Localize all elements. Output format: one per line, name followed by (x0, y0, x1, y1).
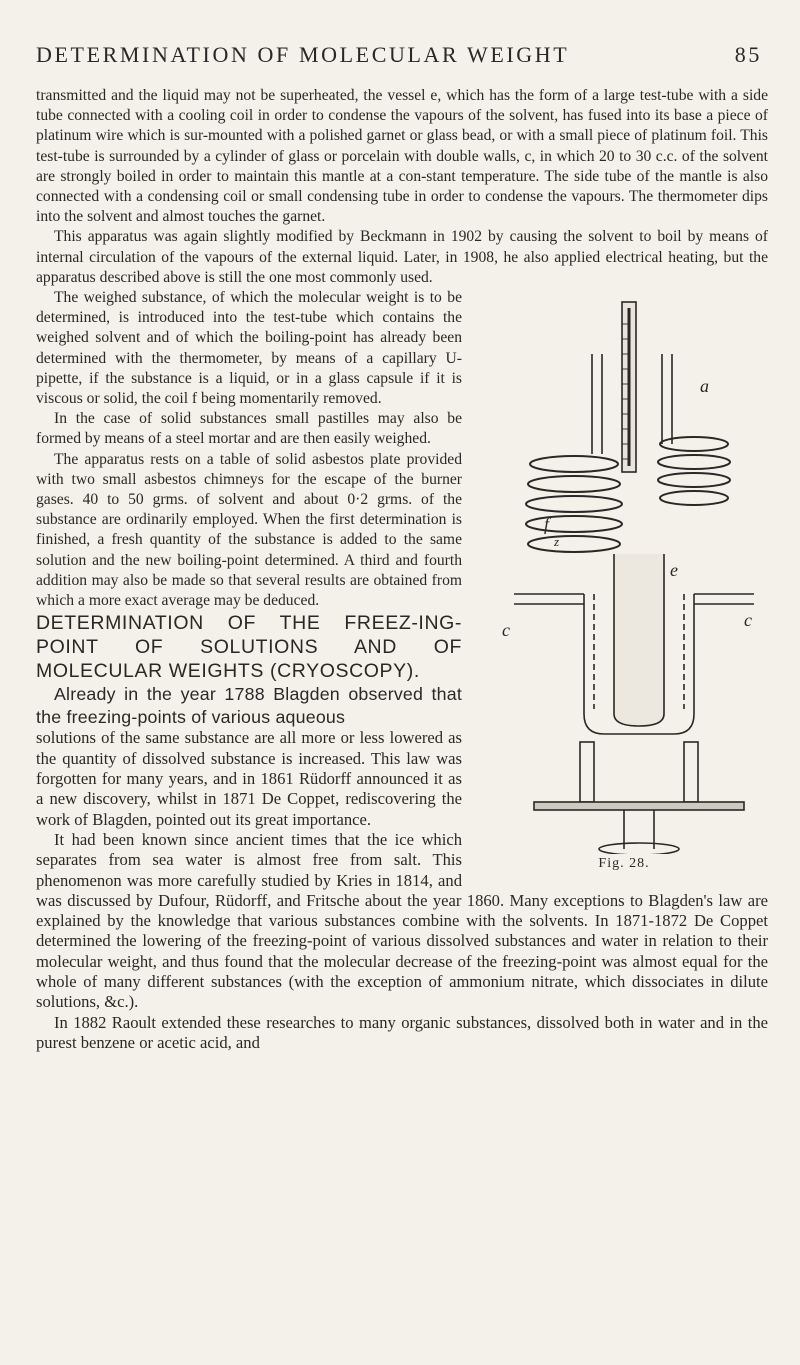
right-condenser-tube (662, 354, 672, 444)
label-c-left: c (502, 620, 510, 641)
page-number: 85 (734, 42, 762, 67)
beckmann-apparatus-illustration (474, 294, 774, 854)
label-f: f (544, 514, 550, 535)
paragraph: Already in the year 1788 Blagden observed that the freezing-points of various aqueous (36, 684, 462, 727)
body-text (36, 86, 768, 1053)
running-header (36, 42, 762, 68)
inner-test-tube (614, 554, 664, 726)
left-cooling-coil (526, 456, 622, 552)
right-side-arm (694, 594, 754, 604)
paragraph: solutions of the same substance are all more or less lowered as the quantity of dissolved substance is increased. This law was forgotten for many years, and in 1861 Rüdorff announced it as a new discovery, whilst in 1871 De Coppet, rediscovering the work of Blagden, pointed out its great importance. (36, 728, 462, 829)
section-heading: DETERMINATION OF THE FREEZ-ING-POINT OF SOLUTIONS AND OF MOLECULAR WEIGHTS (CRYOSCOPY). (36, 612, 462, 683)
asbestos-plate (534, 802, 744, 810)
paragraph: In the case of solid substances small pastilles may also be formed by means of a steel mortar and are then easily weighed. (36, 410, 462, 448)
label-a: a (700, 376, 709, 397)
paragraph (36, 227, 768, 288)
asbestos-chimney (580, 742, 594, 802)
paragraph: It had been known since ancient times that the ice which separates from sea water is almost free from salt. This phenomenon was more carefully studied by Kries in 1814, and was discussed by Dufour, Rüdorff, and Fritsche about the year 1860. Many exceptions to Blagden's law are explained by the knowledge that various substances combine with the solvents. In 1871-1872 De Coppet determined the lowering of the freezing-point of various dissolved substances and water in relation to their molecular weight, and thus found that the molecular decrease of the freezing-point was almost equal for the whole of many different substances (with the exception of ammonium nitrate, which dissociates in dilute solutions, &c.). (36, 829, 768, 1012)
paragraph: In 1882 Raoult extended these researches to many organic substances, dissolved both in water and in the purest benzene or acetic acid, and (36, 1012, 768, 1052)
left-condenser-tube (592, 354, 602, 454)
running-title: DETERMINATION OF MOLECULAR WEIGHT (36, 42, 570, 67)
asbestos-chimney (684, 742, 698, 802)
paragraph: transmitted and the liquid may not be superheated, the vessel e, which has the form of a large test-tube with a side tube connected with a cooling coil in order to condense the vapours of the solvent, has fused into its base a piece of platinum wire which is sur-mounted with a polished garnet or glass bead, or with a small piece of platinum foil. This test-tube is surrounded by a cylinder of glass or porcelain with double walls, c, in which 20 to 30 c.c. of the solvent are strongly boiled in order to maintain this mantle at a con-stant temperature. The side tube of the mantle is also connected with a condensing coil or small condensing tube in order to condense the vapours. The thermometer dips into the solvent and almost touches the garnet. (36, 87, 768, 226)
left-side-arm (514, 594, 584, 604)
right-cooling-coil (658, 437, 730, 505)
figure-28 (474, 294, 774, 872)
figure-caption: Fig. 28. (598, 856, 650, 872)
burner-base (599, 843, 679, 854)
label-e: e (670, 560, 678, 581)
paragraph-text: This apparatus was again slightly modified by Beckmann in 1902 by causing the solvent to boil by means of internal circulation of the vapours of the external liquid. Later, in 1908, he also applied electrical heating, but the apparatus described above is still the one most commonly used. (36, 228, 768, 286)
paragraph: The weighed substance, of which the molecular weight is to be determined, is introduced into the test-tube which contains the weighed solvent and of which the boiling-point has already been determined with the thermometer, by means of a capillary U-pipette, if the substance is a liquid, or in a glass capsule if it is viscous or solid, the coil f being momentarily removed. (36, 289, 462, 408)
label-z: z (554, 534, 560, 550)
label-c-right: c (744, 610, 752, 631)
paragraph: The apparatus rests on a table of solid asbestos plate provided with two small asbestos chimneys for the escape of the burner gases. 40 to 50 grms. of solvent and about 0·2 grms. of the substance are ordinarily employed. When the first determination is finished, a fresh quantity of the substance is added to the same solution and the new boiling-point determined. A third and fourth addition may also be made so that several results are obtained from which a more exact average may be deduced. (36, 450, 462, 610)
